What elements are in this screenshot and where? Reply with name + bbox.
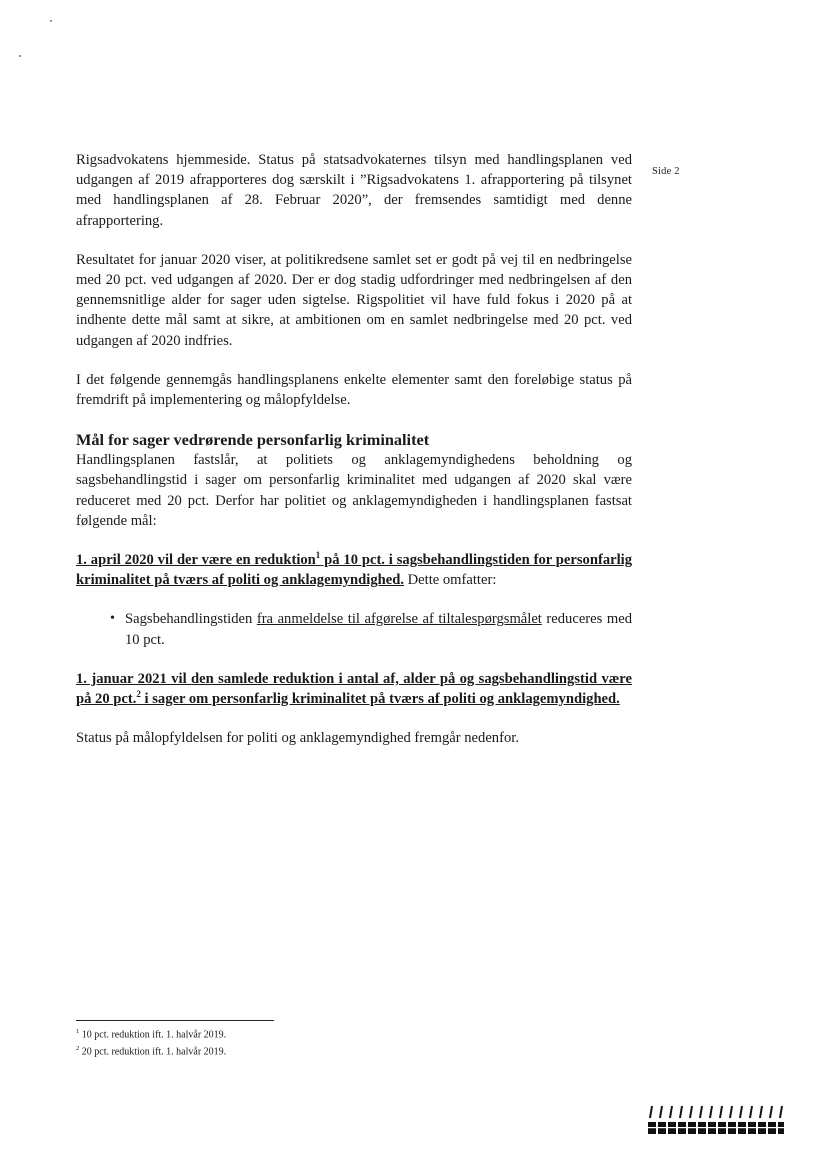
scan-barcode-icon: [648, 1106, 784, 1136]
goal-2: [76, 669, 632, 709]
goal-1-bold-text: 1. april 2020 vil der være en reduktion$^1$ på 10 pct. i sagsbehandlingstiden for personfarlig kriminalitet på tværs af politi og anklagemyndighed.: [76, 550, 633, 589]
document-body: [76, 150, 632, 767]
footnote-1: $^1$ 10 pct. reduktion ift. 1. halvår 2019.: [76, 1028, 227, 1041]
page-number-label: Side 2: [652, 166, 680, 177]
section-heading: Mål for sager vedrørende personfarlig kriminalitet: [76, 430, 430, 450]
footnote-divider: [76, 1020, 274, 1021]
footnote-2: $^2$ 20 pct. reduktion ift. 1. halvår 2019.: [76, 1045, 227, 1058]
paragraph-3: I det følgende gennemgås handlingsplanens enkelte elementer samt den foreløbige status på fremdrift på implementering og målopfyldelse.: [76, 371, 632, 409]
closing-paragraph: Status på målopfyldelsen for politi og anklagemyndighed fremgår nedenfor.: [76, 730, 519, 747]
list-item: • Sagsbehandlingstiden fra anmeldelse til afgørelse af tiltalespørgsmålet reduceres med 10 pct.: [110, 611, 632, 648]
goal-1-bullet-list: [76, 609, 632, 649]
goal-2-bold-text: 1. januar 2021 vil den samlede reduktion i antal af, alder på og sagsbehandlingstid være på 20 pct.$^2$ i sager om personfarlig kriminalitet på tværs af politi og anklagemyndighed.: [76, 670, 632, 708]
footnote-ref-2: 2: [136, 689, 141, 700]
footnotes: [76, 1025, 226, 1060]
goal-1: [76, 550, 632, 590]
footnote-ref-1: 1: [315, 550, 321, 561]
bullet-icon: •: [110, 611, 115, 627]
underlined-phrase: fra anmeldelse til afgørelse af tiltalespørgsmålet: [256, 611, 542, 628]
paragraph-1: Rigsadvokatens hjemmeside. Status på statsadvokaternes tilsyn med handlingsplanen ved udgangen af 2019 afrapporteres dog særskilt i ”Rigsadvokatens 1. afrapportering på tilsynet med handlingsplanen af 28. Februar 2020”, der fremsendes samtidigt med denne afrapportering.: [76, 152, 632, 229]
paragraph-2: Resultatet for januar 2020 viser, at politikredsene samlet set er godt på vej til en nedbringelse med 20 pct. ved udgangen af 2020. Der er dog stadig udfordringer med nedbringelsen af den gennemsnitlige alder for sager uden sigtelse. Rigspolitiet vil have fuld fokus i 2020 på at indhente dette mål samt at sikre, at ambitionen om en samlet nedbringelse med 20 pct. ved udgangen af 2020 indfries.: [76, 251, 632, 349]
section-intro: Handlingsplanen fastslår, at politiets og anklagemyndighedens beholdning og sagsbehandlingstid i sager om personfarlig kriminalitet med udgangen af 2020 skal være reduceret med 20 pct. Derfor har politiet og anklagemyndigheden i handlingsplanen fastsat følgende mål:: [76, 452, 632, 529]
goal-1-tail: Dette omfatter:: [403, 572, 497, 589]
